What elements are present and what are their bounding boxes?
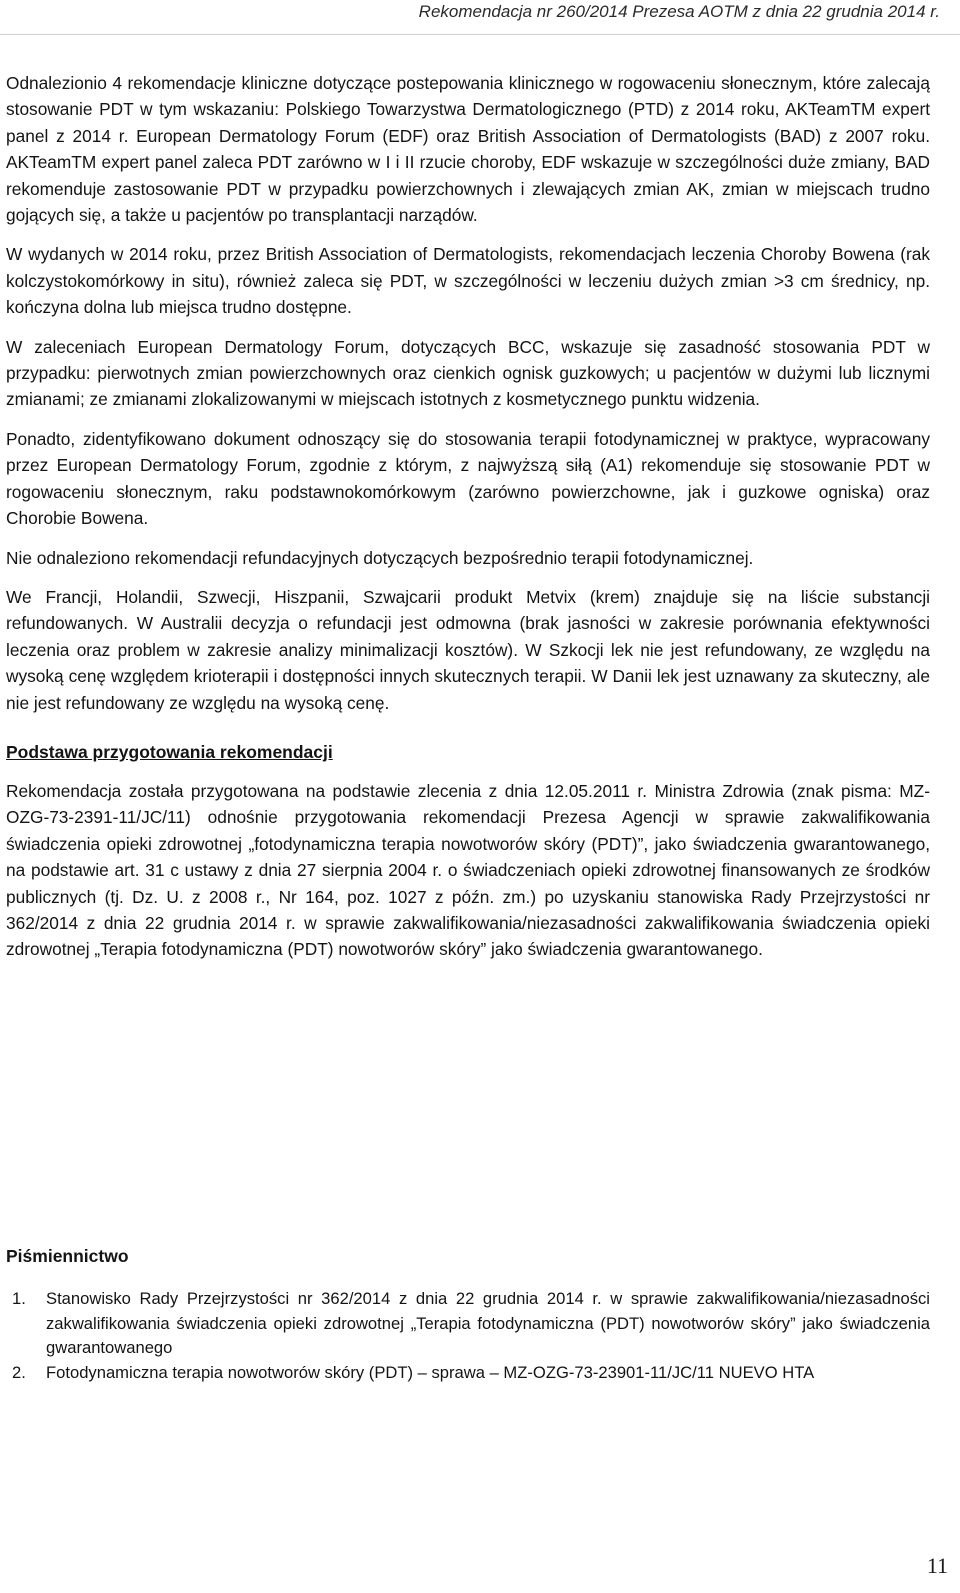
paragraph-edf-document: Ponadto, zidentyfikowano dokument odnoszący się do stosowania terapii fotodynamicznej w praktyce, wypracowany przez European Dermatology Forum, zgodnie z którym, z najwyższą siłą (A1) rekomenduje się stosowanie PDT w rogowaceniu słonecznym, raku podstawnokomórkowym (zarówno powierzchowne, jak i guzkowe ogniska) oraz Chorobie Bowena.	[6, 428, 930, 529]
reference-text: Fotodynamiczna terapia nowotworów skóry (PDT) – sprawa – MZ-OZG-73-23901-11/JC/11 NUEVO HTA	[46, 1362, 815, 1382]
header-divider	[0, 34, 960, 35]
reference-text: Stanowisko Rady Przejrzystości nr 362/2014 z dnia 22 grudnia 2014 r. w sprawie zakwalifikowania/niezasadności zakwalifikowania świadczenia opieki zdrowotnej „Terapia fotodynamiczna (PDT) nowotworów skóry” jako świadczenia gwarantowanego	[46, 1289, 930, 1358]
reference-item	[6, 1361, 930, 1386]
references-heading: Piśmiennictwo	[6, 1246, 129, 1266]
reference-number: 2.	[12, 1362, 26, 1382]
reference-number: 1.	[12, 1289, 26, 1308]
running-header: Rekomendacja nr 260/2014 Prezesa AOTM z dnia 22 grudnia 2014 r.	[418, 2, 940, 21]
page-number: 11	[926, 1553, 948, 1578]
section-heading-basis: Podstawa przygotowania rekomendacji	[6, 741, 333, 762]
paragraph-no-reimbursement: Nie odnaleziono rekomendacji refundacyjnych dotyczących bezpośrednio terapii fotodynamicznej.	[6, 547, 754, 568]
paragraph-countries: We Francji, Holandii, Szwecji, Hiszpanii, Szwajcarii produkt Metvix (krem) znajduje się na liście substancji refundowanych. W Australii decyzja o refundacji jest odmowna (brak jasności w zakresie porównania efektywności leczenia oraz problem w zakresie analizy minimalizacji kosztów). W Szkocji lek nie jest refundowany, ze względu na wysoką cenę względem krioterapii i dostępności innych skutecznych terapii. W Danii lek jest uznawany za skuteczny, ale nie jest refundowany ze względu na wysoką cenę.	[6, 586, 930, 713]
paragraph-bowen-disease: W wydanych w 2014 roku, przez British Association of Dermatologists, rekomendacjach leczenia Choroby Bowena (rak kolczystokomórkowy in situ), również zaleca się PDT, w szczególności w leczeniu dużych zmian >3 cm średnicy, np. kończyna dolna lub miejsca trudno dostępne.	[6, 244, 930, 318]
paragraph-basis: Rekomendacja została przygotowana na podstawie zlecenia z dnia 12.05.2011 r. Ministra Zdrowia (znak pisma: MZ-OZG-73-2391-11/JC/11) odnośnie przygotowania rekomendacji Prezesa Agencji w sprawie zakwalifikowania świadczenia opieki zdrowotnej „fotodynamiczna terapia nowotworów skóry (PDT)”, jako świadczenia gwarantowanego, na podstawie art. 31 c ustawy z dnia 27 sierpnia 2004 r. o świadczeniach opieki zdrowotnej finansowanych ze środków publicznych (tj. Dz. U. z 2008 r., Nr 164, poz. 1027 z późn. zm.) po uzyskaniu stanowiska Rady Przejrzystości nr 362/2014 z dnia 22 grudnia 2014 r. w sprawie zakwalifikowania/niezasadności zakwalifikowania świadczenia opieki zdrowotnej „Terapia fotodynamiczna (PDT) nowotworów skóry” jako świadczenia gwarantowanego.	[6, 780, 930, 960]
reference-item	[6, 1287, 930, 1361]
references-list	[6, 1287, 930, 1385]
main-content	[6, 70, 930, 976]
paragraph-recommendations-ak: Odnalezionio 4 rekomendacje kliniczne dotyczące postepowania klinicznego w rogowaceniu słonecznym, które zalecają stosowanie PDT w tym wskazaniu: Polskiego Towarzystwa Dermatologicznego (PTD) z 2014 roku, AKTeamTM expert panel z 2014 r. European Dermatology Forum (EDF) oraz British Association of Dermatologists (BAD) z 2007 roku. AKTeamTM expert panel zaleca PDT zarówno w I i II rzucie choroby, EDF wskazuje w szczególności duże zmiany, BAD rekomenduje zastosowanie PDT w przypadku powierzchownych i zlewających zmian AK, zmian w miejscach trudno gojących się, a także u pacjentów po transplantacji narządów.	[6, 73, 930, 226]
paragraph-bcc: W zaleceniach European Dermatology Forum, dotyczących BCC, wskazuje się zasadność stosowania PDT w przypadku: pierwotnych zmian powierzchownych oraz cienkich ognisk guzkowych; u pacjentów w dużymi lub licznymi zmianami; ze zmianami zlokalizowanymi w miejscach istotnych z kosmetycznego punktu widzenia.	[6, 336, 930, 410]
